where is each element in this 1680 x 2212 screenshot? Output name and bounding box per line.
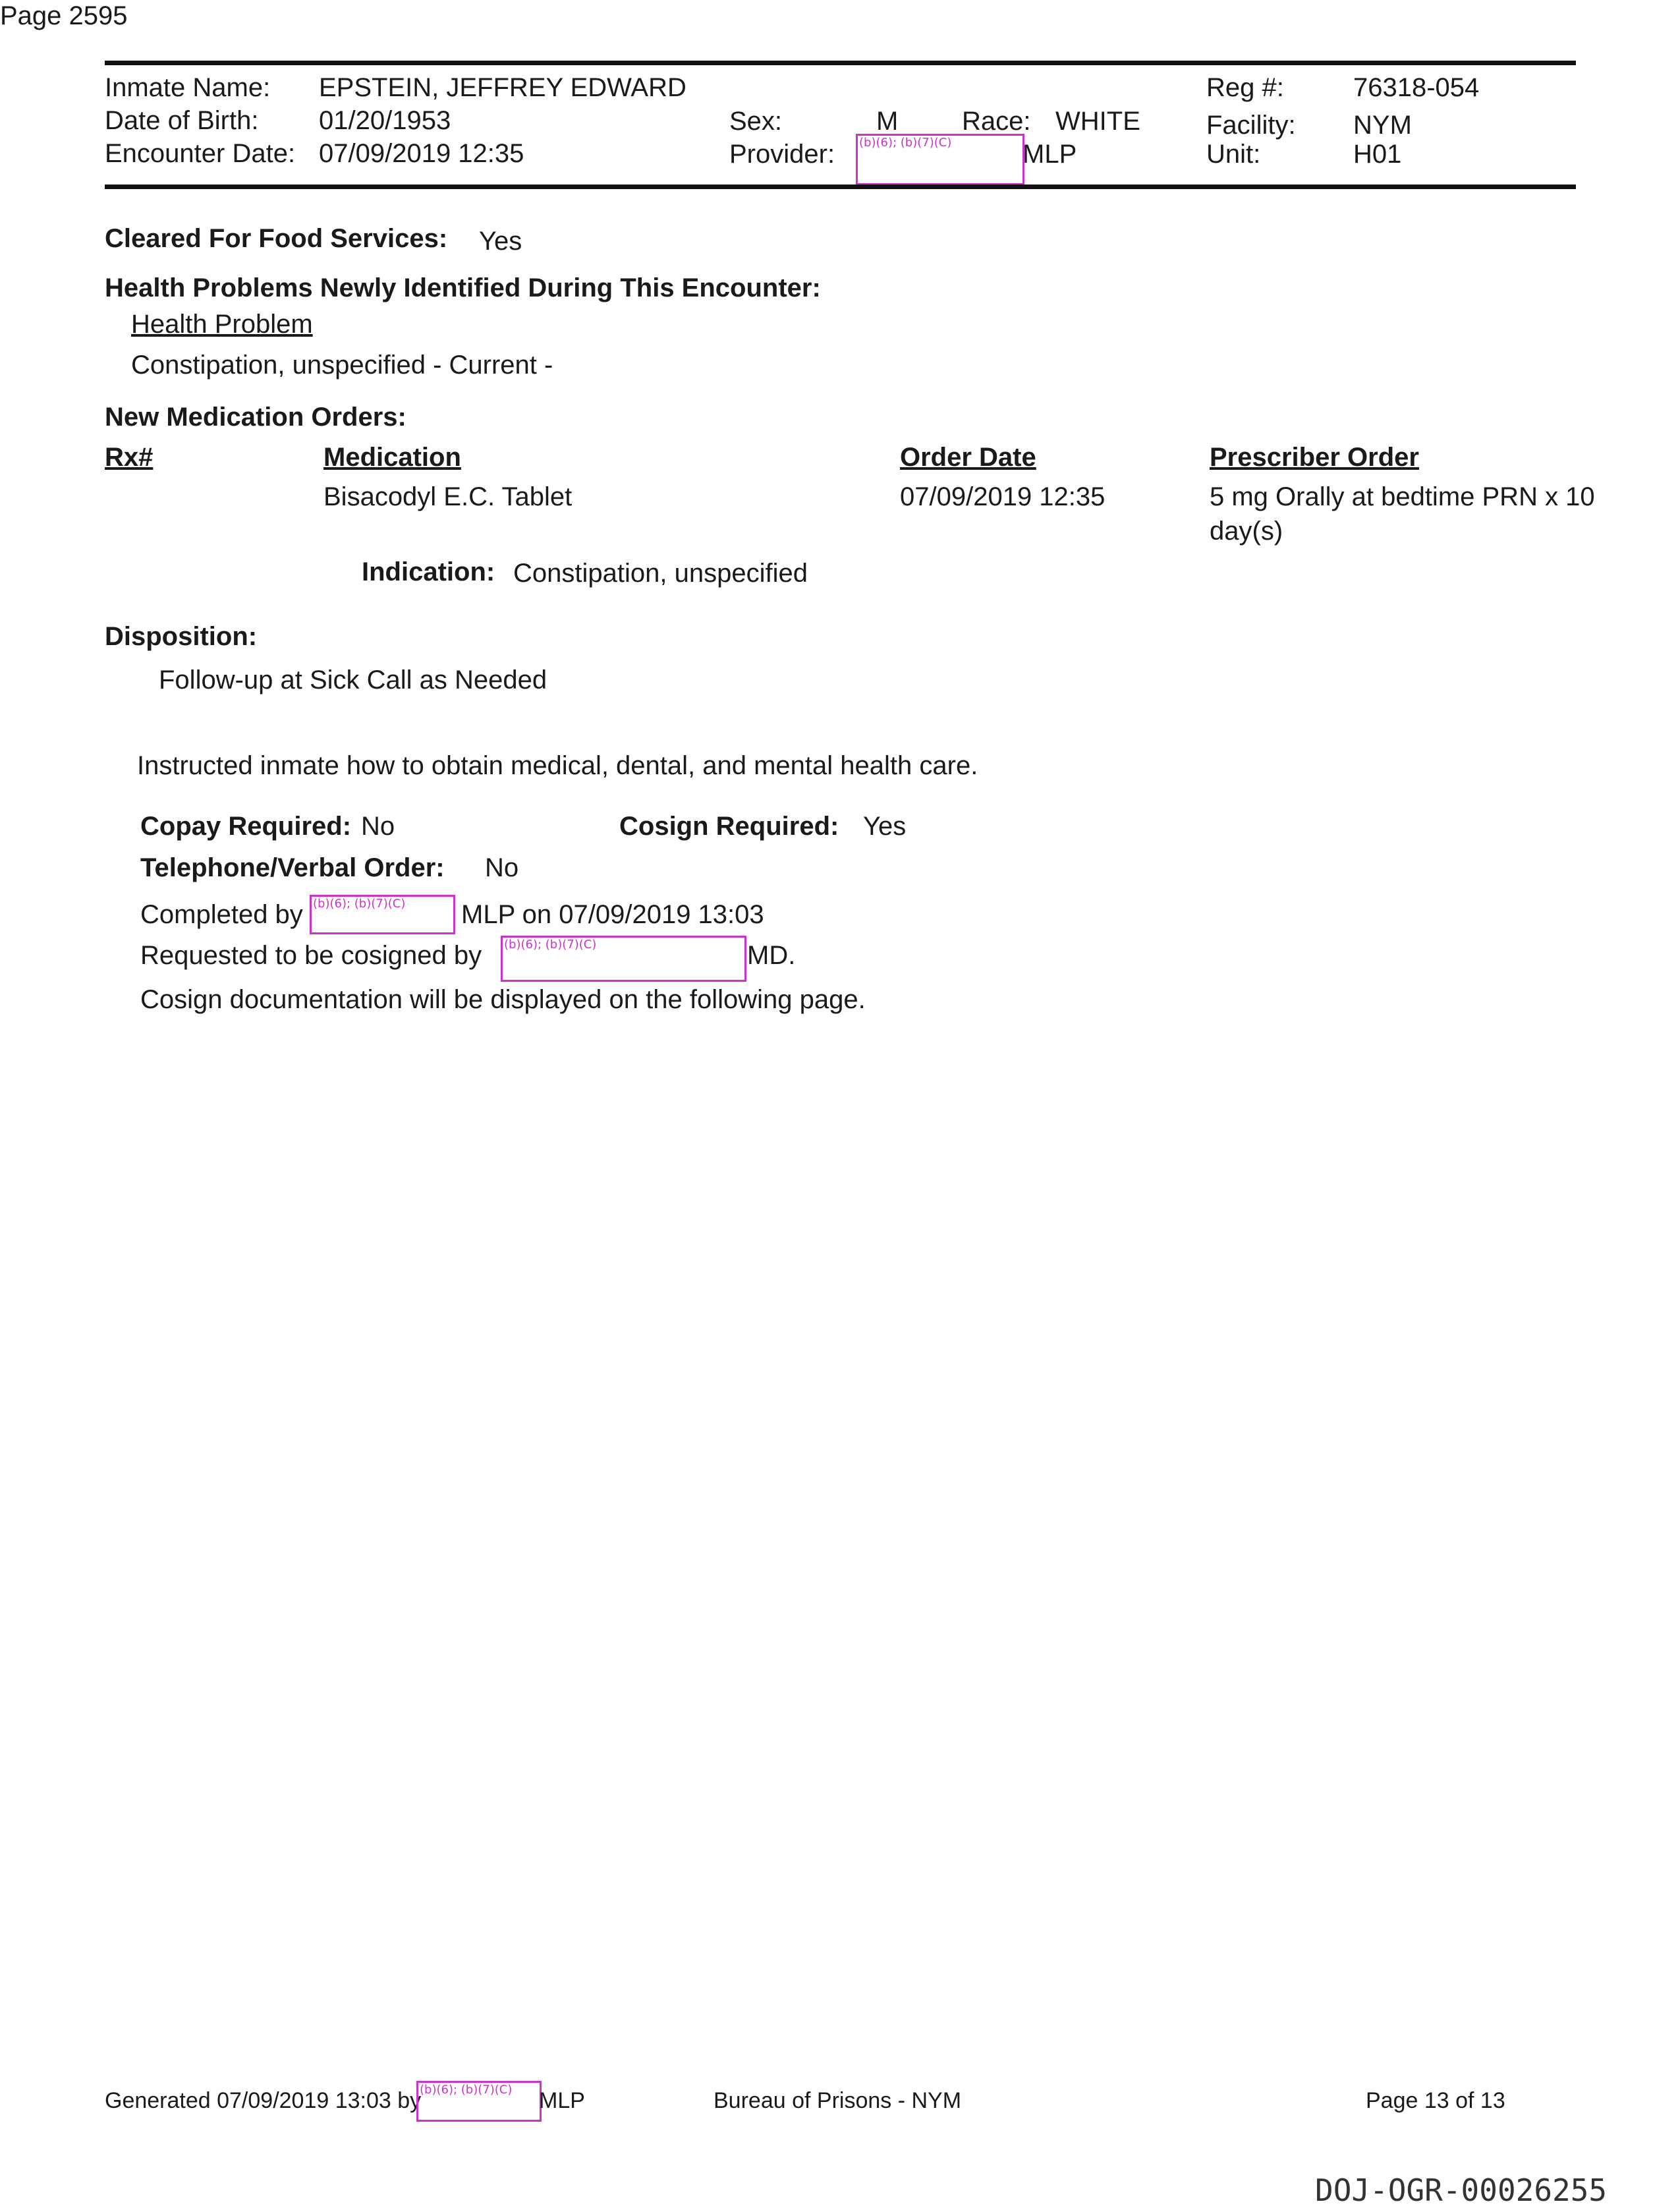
telephone-order-label: Telephone/Verbal Order: bbox=[140, 853, 445, 882]
provider-label: Provider: bbox=[729, 140, 835, 169]
encounter-date-label: Encounter Date: bbox=[105, 139, 296, 168]
indication-label: Indication: bbox=[362, 557, 495, 586]
footer-generated-suffix: MLP bbox=[539, 2088, 585, 2113]
health-problem-column-header: Health Problem bbox=[131, 310, 313, 339]
inmate-name-label: Inmate Name: bbox=[105, 73, 271, 102]
cosign-required-label: Cosign Required: bbox=[619, 812, 839, 841]
provider-redaction-box bbox=[856, 134, 1024, 185]
unit-value: H01 bbox=[1353, 140, 1402, 169]
header-bottom-rule bbox=[105, 184, 1576, 189]
facility-label: Facility: bbox=[1206, 111, 1296, 140]
redaction-code: (b)(6); (b)(7)(C) bbox=[420, 2083, 513, 2097]
prescriber-order-line1: 5 mg Orally at bedtime PRN x 10 bbox=[1210, 482, 1595, 511]
sex-label: Sex: bbox=[729, 107, 783, 136]
medication-order-date: 07/09/2019 12:35 bbox=[900, 482, 1106, 511]
facility-value: NYM bbox=[1353, 111, 1412, 140]
reg-label: Reg #: bbox=[1206, 73, 1284, 102]
health-problem-item: Constipation, unspecified - Current - bbox=[131, 351, 553, 380]
cleared-food-label: Cleared For Food Services: bbox=[105, 224, 448, 253]
encounter-date-value: 07/09/2019 12:35 bbox=[319, 139, 524, 168]
footer-generated-prefix: Generated 07/09/2019 13:03 by bbox=[105, 2088, 422, 2113]
health-problems-heading: Health Problems Newly Identified During This Encounter: bbox=[105, 273, 821, 302]
prescriber-order-line2: day(s) bbox=[1210, 517, 1283, 546]
cleared-food-value: Yes bbox=[479, 227, 522, 256]
order-date-column-header: Order Date bbox=[900, 443, 1036, 472]
medication-orders-heading: New Medication Orders: bbox=[105, 403, 406, 432]
requested-cosign-prefix: Requested to be cosigned by bbox=[140, 941, 482, 970]
header-top-rule bbox=[105, 61, 1576, 65]
disposition-heading: Disposition: bbox=[105, 622, 258, 651]
footer-center: Bureau of Prisons - NYM bbox=[714, 2088, 962, 2113]
requested-cosign-suffix: MD. bbox=[747, 941, 796, 970]
prescriber-column-header: Prescriber Order bbox=[1210, 443, 1419, 472]
instructed-note: Instructed inmate how to obtain medical, dental, and mental health care. bbox=[137, 751, 978, 780]
bates-number: DOJ-OGR-00026255 bbox=[1315, 2172, 1608, 2208]
redaction-code: (b)(6); (b)(7)(C) bbox=[313, 897, 406, 911]
redaction-code: (b)(6); (b)(7)(C) bbox=[859, 136, 952, 150]
footer-page-count: Page 13 of 13 bbox=[1366, 2088, 1505, 2113]
telephone-order-value: No bbox=[485, 853, 519, 882]
completed-by-prefix: Completed by bbox=[140, 900, 303, 929]
dob-label: Date of Birth: bbox=[105, 106, 259, 135]
copay-label: Copay Required: bbox=[140, 812, 352, 841]
unit-label: Unit: bbox=[1206, 140, 1261, 169]
page-number-label: Page 2595 bbox=[0, 1, 128, 30]
reg-value: 76318-054 bbox=[1353, 73, 1480, 102]
dob-value: 01/20/1953 bbox=[319, 106, 451, 135]
medication-column-header: Medication bbox=[323, 443, 461, 472]
race-label: Race: bbox=[962, 107, 1031, 136]
medication-name: Bisacodyl E.C. Tablet bbox=[323, 482, 573, 511]
sex-value: M bbox=[876, 107, 899, 136]
copay-value: No bbox=[361, 812, 395, 841]
race-value: WHITE bbox=[1055, 107, 1140, 136]
cosign-note: Cosign documentation will be displayed on the following page. bbox=[140, 985, 866, 1014]
indication-value: Constipation, unspecified bbox=[513, 559, 808, 588]
footer-redaction-box bbox=[416, 2081, 542, 2122]
completed-by-suffix: MLP on 07/09/2019 13:03 bbox=[461, 900, 764, 929]
provider-suffix: MLP bbox=[1022, 140, 1077, 169]
inmate-name-value: EPSTEIN, JEFFREY EDWARD bbox=[319, 73, 686, 102]
cosign-required-value: Yes bbox=[863, 812, 907, 841]
requested-cosign-redaction-box bbox=[501, 936, 746, 982]
completed-by-redaction-box bbox=[310, 895, 455, 934]
redaction-code: (b)(6); (b)(7)(C) bbox=[504, 938, 597, 951]
rx-column-header: Rx# bbox=[105, 443, 154, 472]
disposition-value: Follow-up at Sick Call as Needed bbox=[159, 666, 547, 695]
